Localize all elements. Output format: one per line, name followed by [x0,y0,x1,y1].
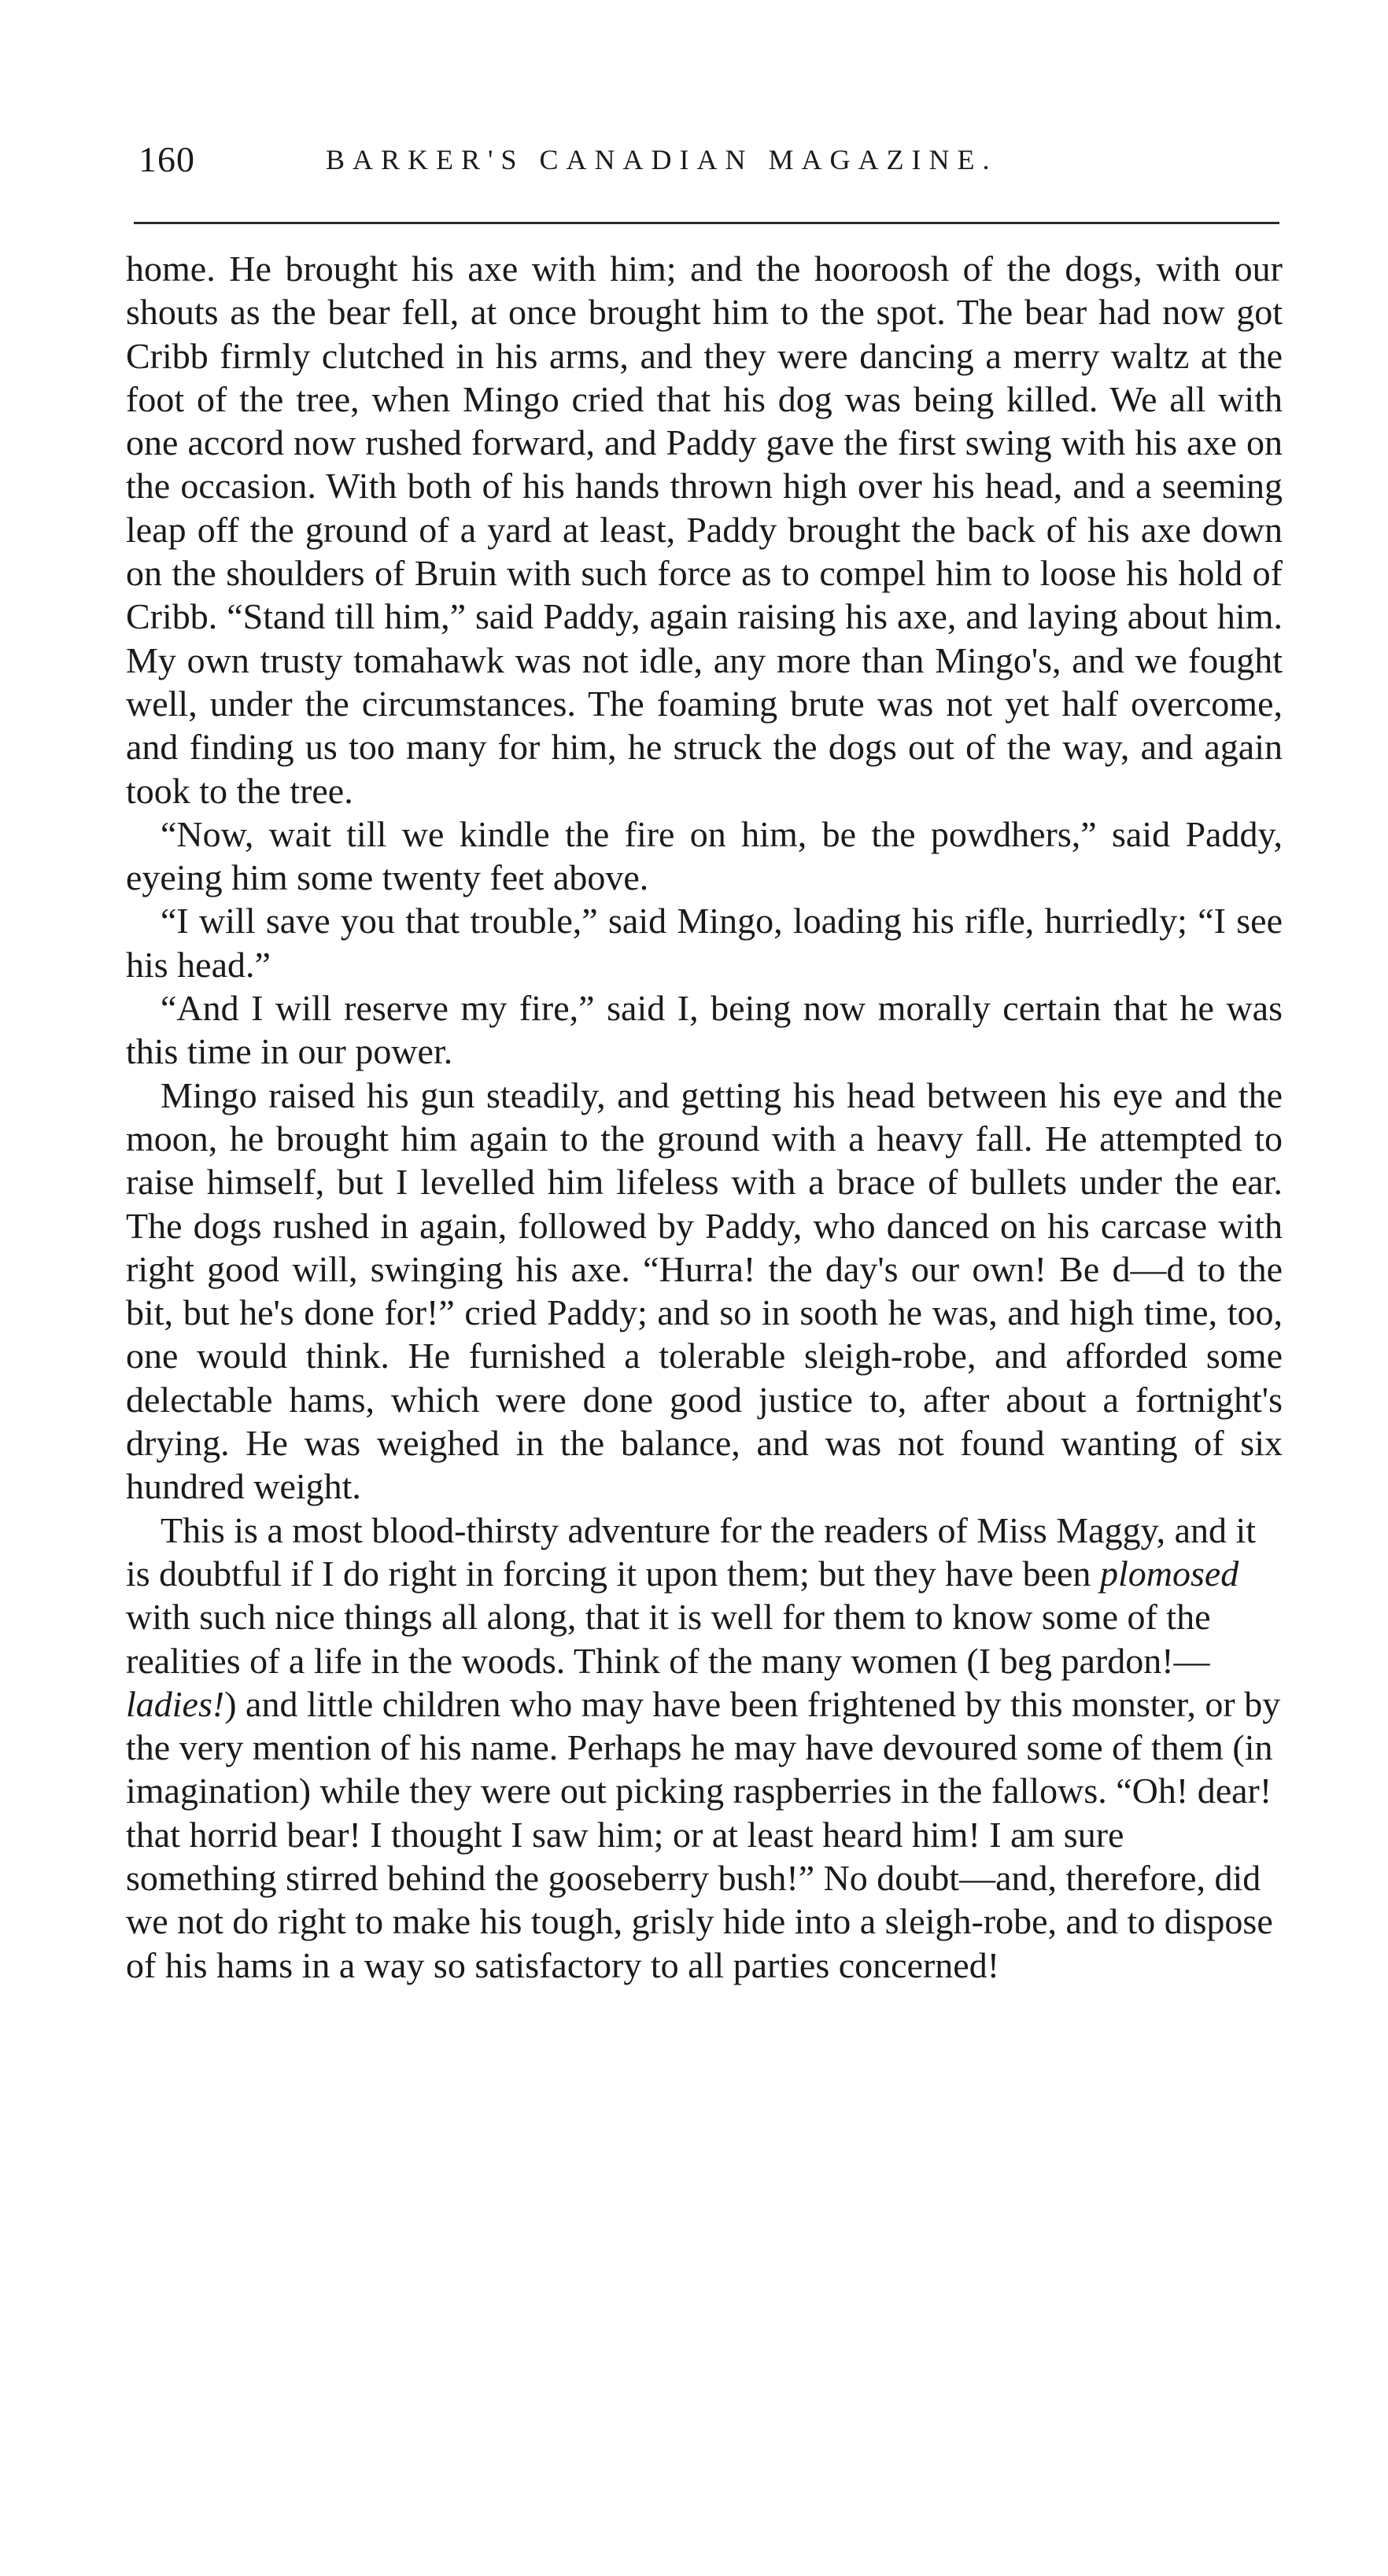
closing-text-part-2: with such nice things all along, that it is well for them to know some of the realities of a life in the woods. Think of the many women (I beg pardon!— [126,1597,1211,1681]
header-rule [134,222,1279,224]
body-text [126,247,1283,1987]
italic-plomosed: plomosed [1099,1553,1239,1594]
paragraph-mingo-head: “I will save you that trouble,” said Mingo, loading his rifle, hurriedly; “I see his head.” [126,901,1283,985]
closing-text-part-3: ) and little children who may have been frightened by this monster, or by the very mention of his name. Perhaps he may have devoured some of them (in imagination) while they were out picking raspberries in the fallows. “Oh! dear! that horrid bear! I thought I saw him; or at least heard him! I am sure something stirred behind the gooseberry bush!” No doubt—and, therefore, did we not do right to make his tough, grisly hide into a sleigh-robe, and to dispose of his hams in a way so satisfactory to all parties concerned! [126,1683,1281,1985]
paragraph-bear-killed: Mingo raised his gun steadily, and getting his head between his eye and the moon, he brought him again to the ground with a heavy fall. He attempted to raise himself, but I levelled him lifeless with a brace of bullets under the ear. The dogs rushed in again, followed by Paddy, who danced on his carcase with right good will, swinging his axe. “Hurra! the day's our own! Be d—d to the bit, but he's done for!” cried Paddy; and so in sooth he was, and high time, too, one would think. He furnished a tolerable sleigh-robe, and afforded some delectable hams, which were done good justice to, after about a fortnight's drying. He was weighed in the balance, and was not found wanting of six hundred weight. [126,1074,1283,1507]
italic-ladies: ladies! [126,1683,225,1724]
closing-text-part-1: This is a most blood-thirsty adventure for the readers of Miss Maggy, and it is doubtful if I do right in forcing it upon them; but they have been [126,1509,1257,1594]
paragraph-paddy-powdhers: “Now, wait till we kindle the fire on him, be the powdhers,” said Paddy, eyeing him some twenty feet above. [126,813,1283,898]
paragraph-reserve-fire: “And I will reserve my fire,” said I, being now morally certain that he was this time in our power. [126,988,1283,1072]
running-head [129,138,1278,186]
paragraph-bear-fight: home. He brought his axe with him; and the hooroosh of the dogs, with our shouts as the bear fell, at once brought him to the spot. The bear had now got Cribb firmly clutched in his arms, and they were dancing a merry waltz at the foot of the tree, when Mingo cried that his dog was being killed. We all with one accord now rushed forward, and Paddy gave the first swing with his axe on the occasion. With both of his hands thrown high over his head, and a seeming leap off the ground of a yard at least, Paddy brought the back of his axe down on the shoulders of Bruin with such force as to compel him to loose his hold of Cribb. “Stand till him,” said Paddy, again raising his axe, and laying about him. My own trusty tomahawk was not idle, any more than Mingo's, and we fought well, under the circumstances. The foaming brute was not yet half overcome, and finding us too many for him, he struck the dogs out of the way, and again took to the tree. [126,249,1283,811]
journal-title: BARKER'S CANADIAN MAGAZINE. [326,144,998,175]
paragraph-closing-reflection [126,1509,1283,1987]
page-number: 160 [138,139,195,179]
